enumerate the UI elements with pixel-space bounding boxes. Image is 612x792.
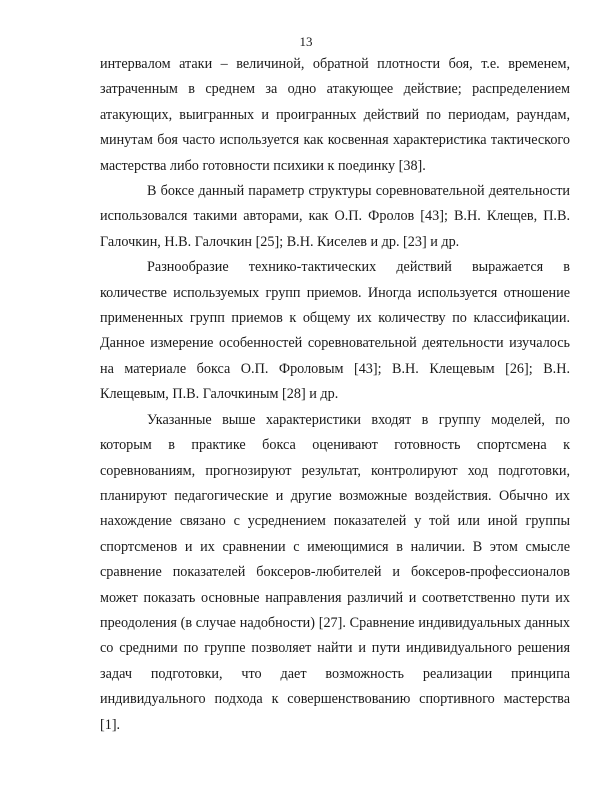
paragraph-2: В боксе данный параметр структуры соревновательной деятельности использовался такими авторами, как О.П. Фролов [43]; В.Н. Клещев, П.В. Галочкин, Н.В. Галочкин [25]; В.Н. Киселев и др. [23] и др. xyxy=(100,183,570,250)
document-body xyxy=(100,52,570,738)
page-number: 13 xyxy=(299,34,313,49)
paragraph-5: [1]. xyxy=(100,716,121,733)
paragraph-3: Разнообразие технико-тактических действий выражается в количестве используемых групп приемов. Иногда используется отношение примененных групп приемов к общему их количеству по классификации. Данное измерение особенностей соревновательной деятельности изучалось на материале бокса О.П. Фроловым [43]; В.Н. Клещевым [26]; В.Н. Клещевым, П.В. Галочкиным [28] и др. xyxy=(100,259,570,403)
paragraph-1: интервалом атаки – величиной, обратной плотности боя, т.е. временем, затраченным в среднем за одно атакующее действие; распределением атакующих, выигранных и проигранных действий по периодам, раундам, минутам боя часто используется как косвенная характеристика тактического мастерства либо готовности психики к поединку [38]. xyxy=(100,56,570,174)
paragraph-4: Указанные выше характеристики входят в группу моделей, по которым в практике бокса оценивают готовность спортсмена к соревнованиям, прогнозируют результат, контролируют ход подготовки, планируют педагогические и другие возможные воздействия. Обычно их нахождение связано с усреднением показателей у той или иной группы спортсменов и их сравнении с имеющимися в наличии. В этом смысле сравнение показателей боксеров-любителей и боксеров-профессионалов может показать основные направления различий и соответственно пути их преодоления (в случае надобности) [27]. Сравнение индивидуальных данных со средними по группе позволяет найти и пути индивидуального решения задач подготовки, что дает возможность реализации принципа индивидуального подхода к совершенствованию спортивного мастерства xyxy=(100,411,570,708)
